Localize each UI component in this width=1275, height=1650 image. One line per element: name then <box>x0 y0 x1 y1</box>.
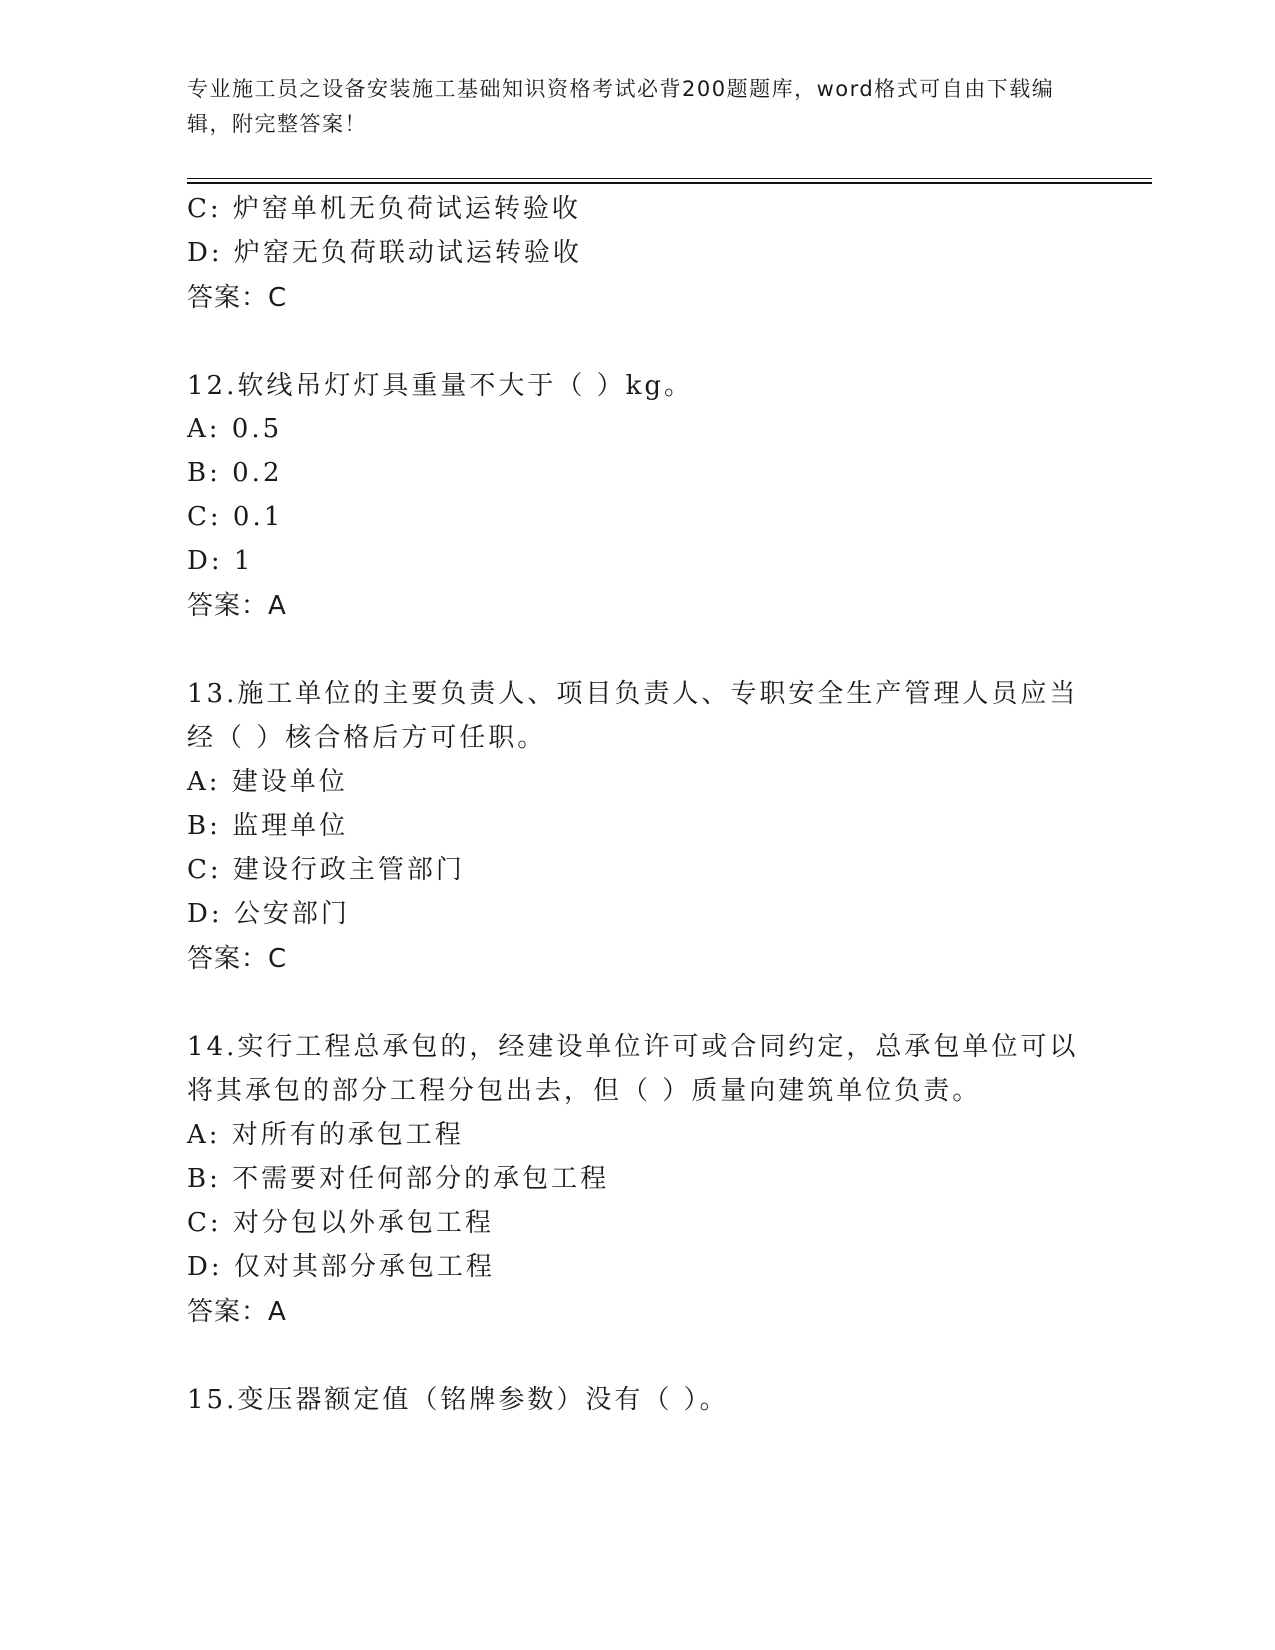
q11-option-c: C: 炉窑单机无负荷试运转验收 <box>187 194 581 224</box>
q11-option-d: D: 炉窑无负荷联动试运转验收 <box>187 238 582 268</box>
q14-stem-line2: 将其承包的部分工程分包出去，但（ ）质量向建筑单位负责。 <box>187 1076 982 1106</box>
q13-stem-line2: 经（ ）核合格后方可任职。 <box>187 723 547 753</box>
q12-option-a: A: 0.5 <box>187 414 283 444</box>
q15-stem: 15.变压器额定值（铭牌参数）没有（ ）。 <box>187 1385 729 1415</box>
q13-option-a: A: 建设单位 <box>187 767 348 797</box>
q12-option-b: B: 0.2 <box>187 458 283 488</box>
q12-option-d: D: 1 <box>187 546 254 576</box>
header-rule-thick <box>187 182 1152 184</box>
q14-stem-line1: 14.实行工程总承包的，经建设单位许可或合同约定，总承包单位可以 <box>187 1032 1079 1062</box>
q14-option-a: A: 对所有的承包工程 <box>187 1120 464 1150</box>
q12-answer: 答案：A <box>187 591 287 621</box>
q13-answer: 答案：C <box>187 944 288 974</box>
q13-option-b: B: 监理单位 <box>187 811 349 841</box>
q14-answer: 答案：A <box>187 1297 287 1327</box>
q13-stem-line1: 13.施工单位的主要负责人、项目负责人、专职安全生产管理人员应当 <box>187 679 1079 709</box>
q11-answer: 答案：C <box>187 283 288 313</box>
q12-option-c: C: 0.1 <box>187 502 284 532</box>
q13-option-c: C: 建设行政主管部门 <box>187 855 465 885</box>
q13-option-d: D: 公安部门 <box>187 899 350 929</box>
header-rule-thin <box>187 178 1152 179</box>
q14-option-d: D: 仅对其部分承包工程 <box>187 1252 495 1282</box>
q14-option-b: B: 不需要对任何部分的承包工程 <box>187 1164 610 1194</box>
document-header: 专业施工员之设备安装施工基础知识资格考试必背200题题库，word格式可自由下载编辑，附完整答案！ <box>187 77 1055 136</box>
q12-stem: 12.软线吊灯灯具重量不大于（ ）kg。 <box>187 371 694 401</box>
q14-option-c: C: 对分包以外承包工程 <box>187 1208 494 1238</box>
